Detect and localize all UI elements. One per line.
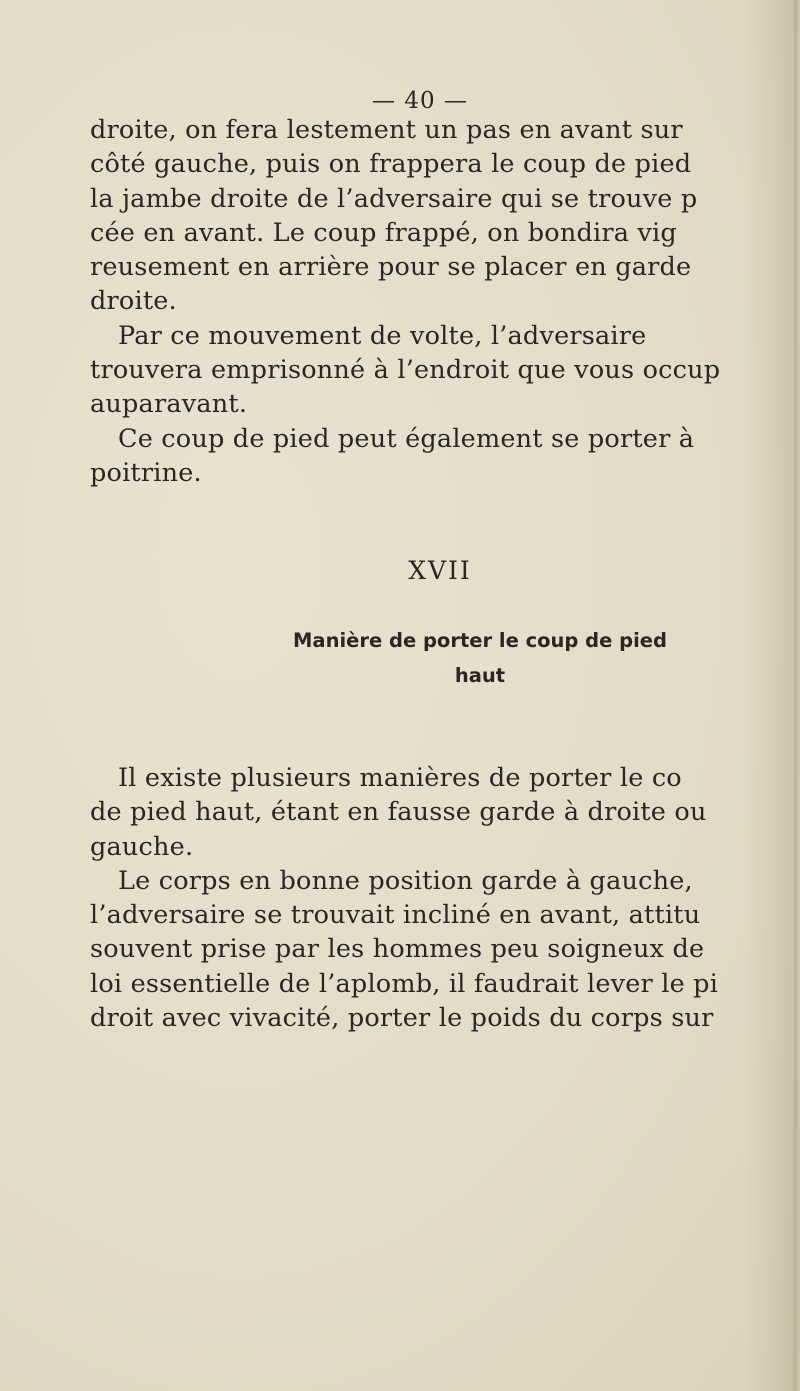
text-line: côté gauche, puis on frappera le coup de pied xyxy=(90,149,692,180)
text-line: poitrine. xyxy=(90,457,202,488)
text-line: de pied haut, étant en fausse garde à droite ou xyxy=(90,797,707,828)
text-line: Il existe plusieurs manières de porter le co xyxy=(118,763,682,793)
text-line: Le corps en bonne position garde à gauche, xyxy=(118,865,693,896)
paragraph-2 xyxy=(90,761,795,1035)
paragraph-1 xyxy=(90,113,795,490)
text-line: droit avec vivacité, porter le poids du corps sur xyxy=(90,1003,714,1034)
text-line: droite. xyxy=(90,286,177,317)
text-line: gauche. xyxy=(90,831,194,862)
text-line: loi essentielle de l’aplomb, il faudrait lever le pi xyxy=(90,968,719,999)
text-line: souvent prise par les hommes peu soigneux de xyxy=(90,934,705,965)
section-heading xyxy=(293,623,667,693)
section-heading-line: haut xyxy=(454,664,506,687)
text-line: auparavant. xyxy=(90,389,248,420)
section-number: XVII xyxy=(408,556,472,585)
text-line: la jambe droite de l’adversaire qui se trouve p xyxy=(90,183,698,214)
text-line: Ce coup de pied peut également se porter à xyxy=(118,423,695,454)
section-heading-line: Manière de porter le coup de pied xyxy=(293,629,667,652)
page-number: — 40 — xyxy=(372,88,468,114)
text-line: reusement en arrière pour se placer en garde xyxy=(90,252,692,283)
text-line: trouvera emprisonné à l’endroit que vous occup xyxy=(90,355,721,386)
text-line: l’adversaire se trouvait incliné en avant, attitu xyxy=(90,900,701,931)
text-line: Par ce mouvement de volte, l’adversaire xyxy=(118,320,647,351)
text-line: cée en avant. Le coup frappé, on bondira vig xyxy=(90,217,677,248)
text-line: droite, on fera lestement un pas en avant sur xyxy=(90,115,683,145)
